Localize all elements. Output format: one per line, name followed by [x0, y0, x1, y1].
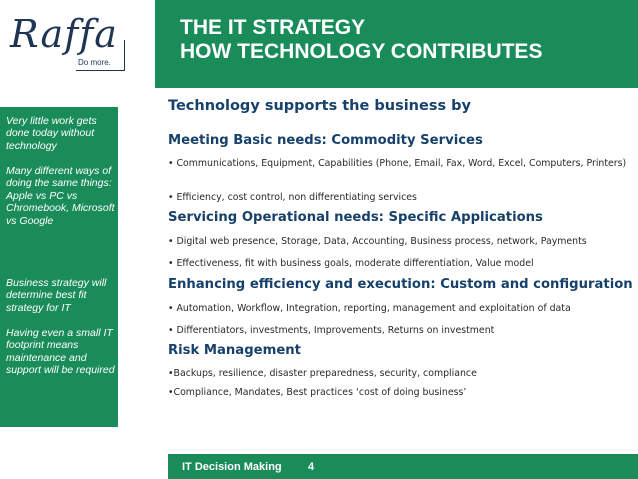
- slide-title: [180, 16, 542, 64]
- section-title: Risk Management: [168, 343, 301, 358]
- footer-label: IT Decision Making: [182, 461, 282, 473]
- section-title: Meeting Basic needs: Commodity Services: [168, 133, 483, 148]
- title-banner: [155, 0, 638, 88]
- footer-bar: [168, 454, 638, 479]
- bullet-item: • Digital web presence, Storage, Data, Accounting, Business process, network, Payments: [168, 236, 587, 247]
- bullet-item: • Communications, Equipment, Capabilities (Phone, Email, Fax, Word, Excel, Computers, Printers): [168, 158, 627, 169]
- bullet-item: •Backups, resilience, disaster preparedness, security, compliance: [168, 368, 477, 379]
- bullet-item: • Differentiators, investments, Improvements, Returns on investment: [168, 325, 495, 336]
- header-gap: [130, 0, 155, 88]
- section-title: Servicing Operational needs: Specific Applications: [168, 210, 543, 225]
- slide-title-line-1: THE IT STRATEGY: [180, 16, 366, 39]
- logo-wordmark: Raffa: [10, 12, 118, 56]
- sidebar-note: Having even a small IT footprint means maintenance and support will be required: [6, 327, 115, 377]
- logo-divider-vertical: [124, 40, 125, 71]
- sidebar-note: Very little work gets done today without technology: [6, 115, 97, 152]
- sidebar-note: Business strategy will determine best fit strategy for IT: [6, 277, 107, 314]
- sidebar-note: Many different ways of doing the same things: Apple vs PC vs Chromebook, Microsoft vs Google: [6, 165, 115, 227]
- bullet-item: • Automation, Workflow, Integration, reporting, management and exploitation of data: [168, 303, 571, 314]
- logo-tagline: Do more.: [78, 58, 111, 67]
- slide-title-line-2: HOW TECHNOLOGY CONTRIBUTES: [180, 40, 543, 63]
- bullet-item: • Effectiveness, fit with business goals, moderate differentiation, Value model: [168, 258, 534, 269]
- content-heading: Technology supports the business by: [168, 98, 471, 114]
- company-logo: [0, 0, 130, 88]
- page-number: 4: [308, 461, 315, 473]
- bullet-item: •Compliance, Mandates, Best practices ‘cost of doing business’: [168, 387, 467, 398]
- sidebar-notes: [0, 107, 118, 427]
- bullet-item: • Efficiency, cost control, non differentiating services: [168, 192, 417, 203]
- logo-divider-horizontal: [76, 70, 124, 71]
- section-title: Enhancing efficiency and execution: Custom and configuration: [168, 277, 633, 292]
